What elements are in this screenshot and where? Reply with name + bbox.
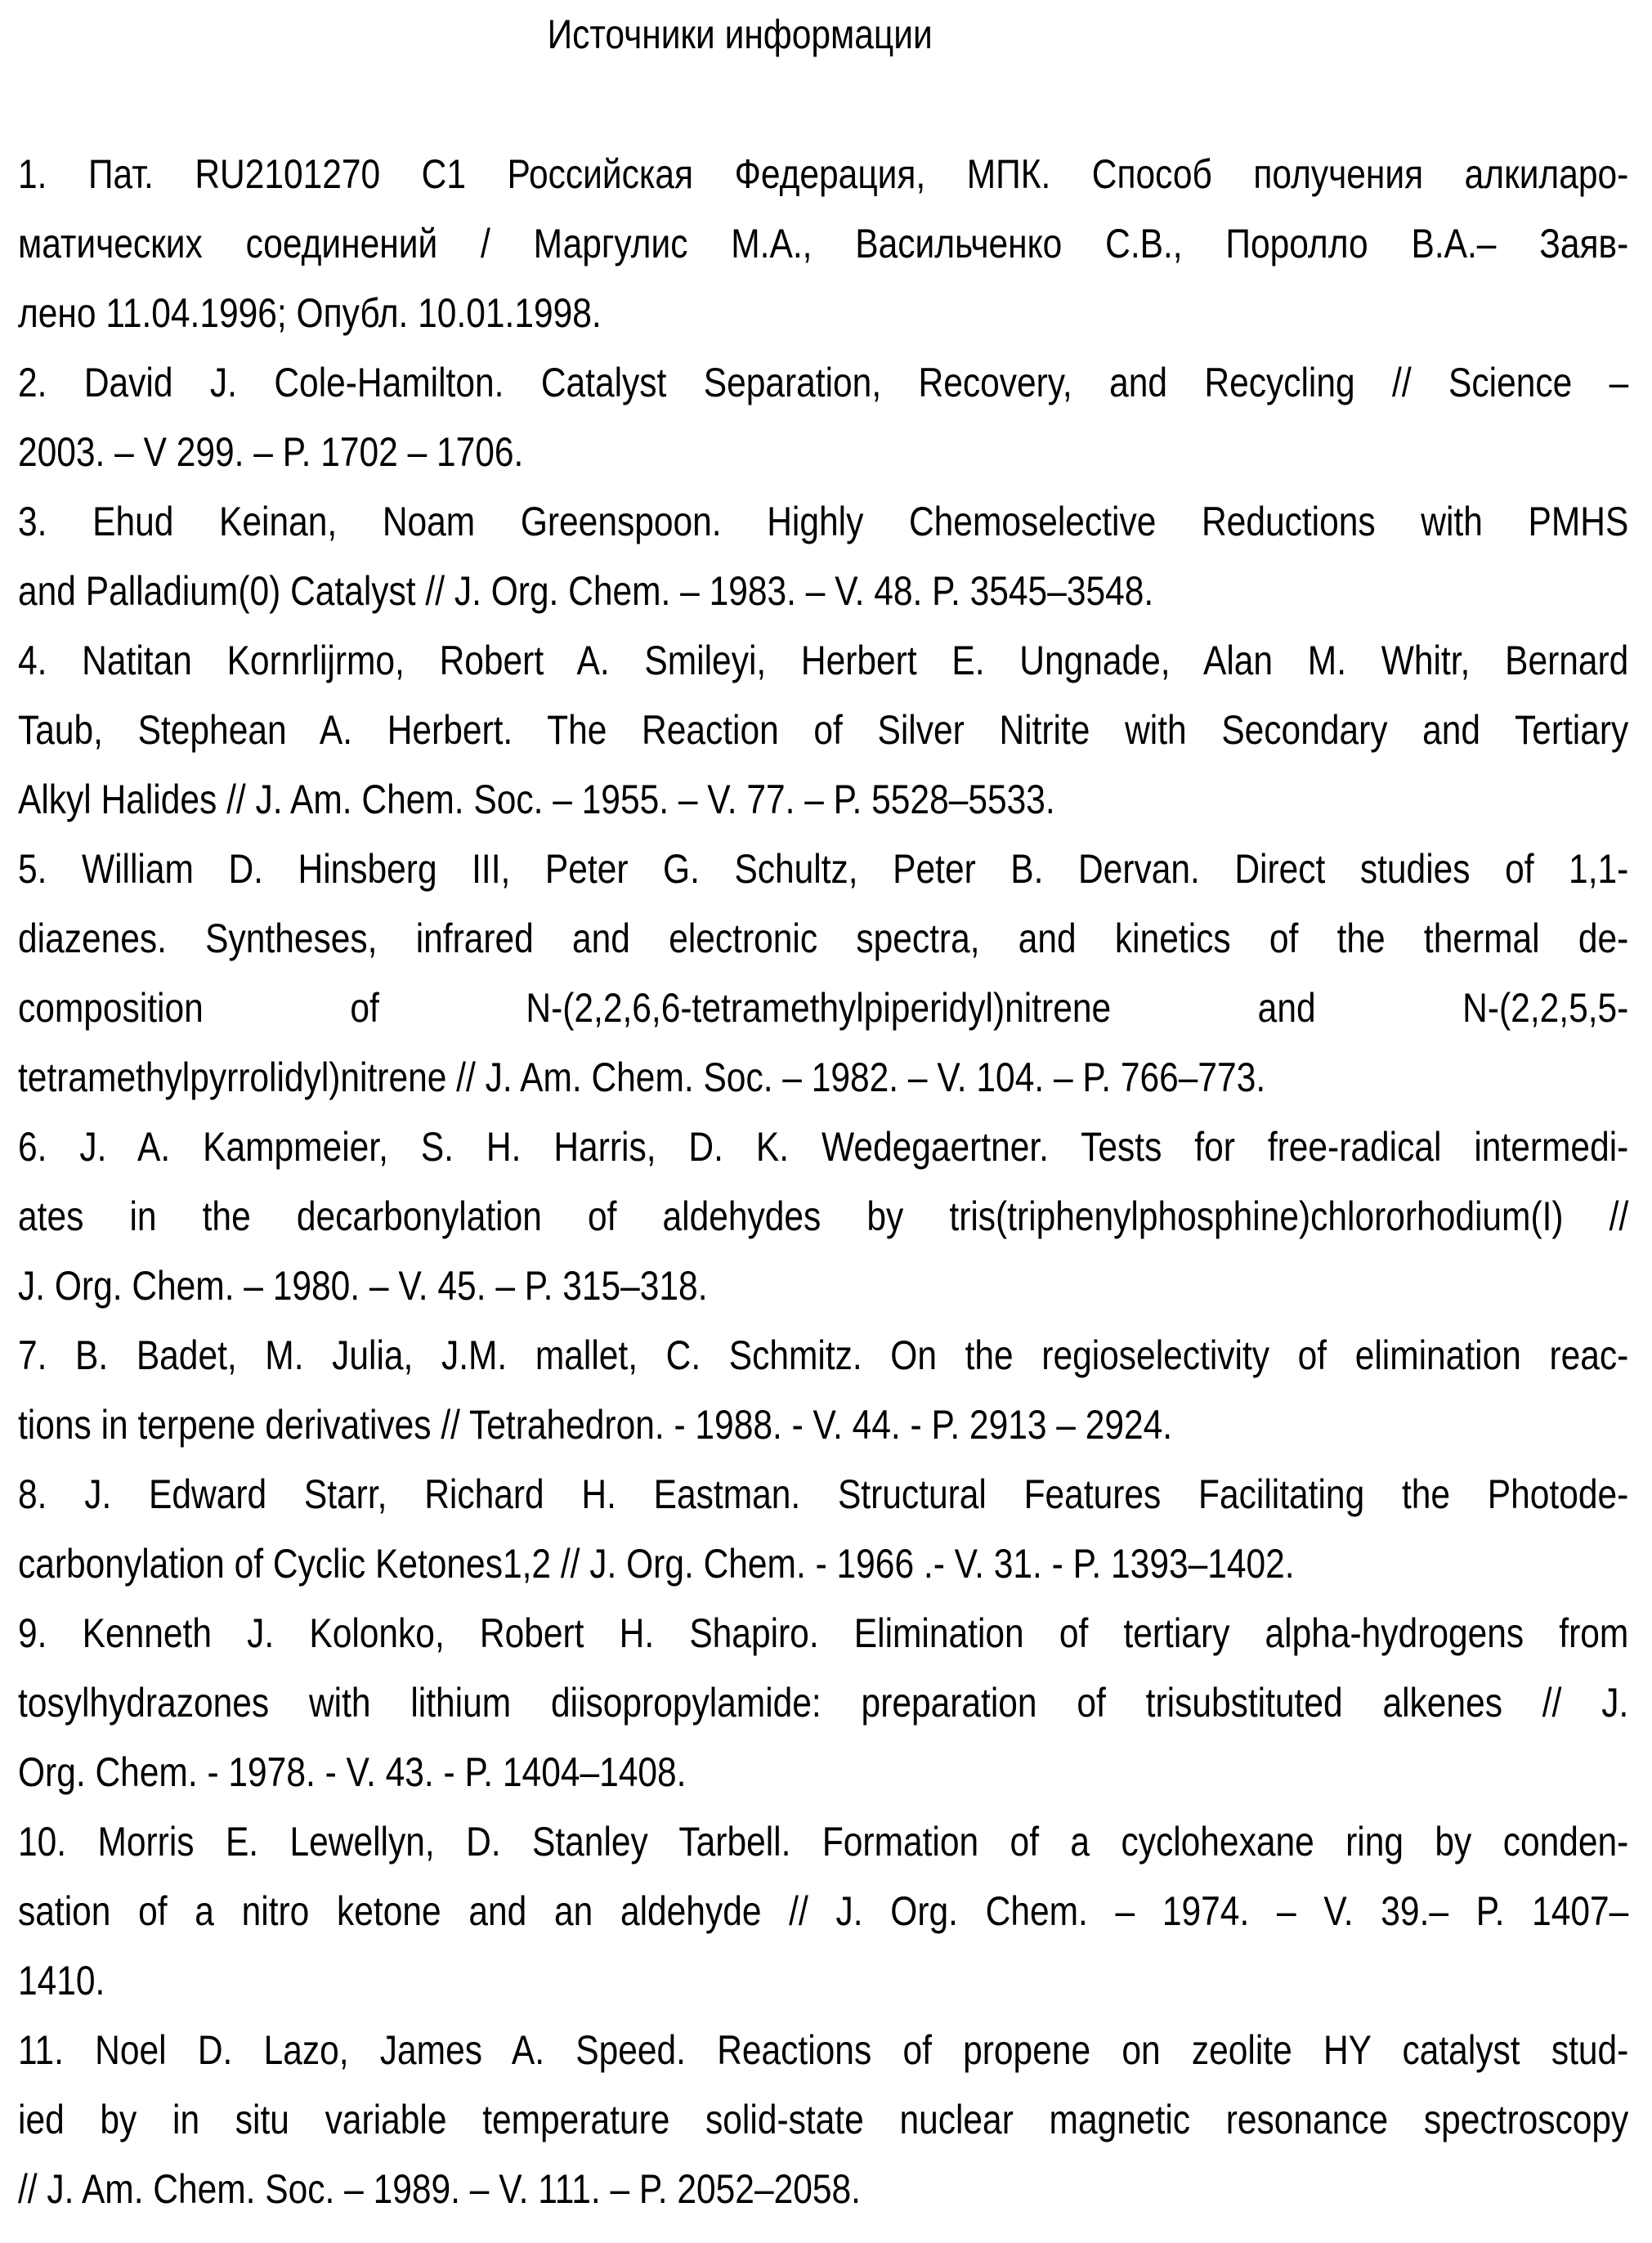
reference-entry-8 <box>18 1460 1628 1599</box>
reference-entry-11 <box>18 2016 1628 2224</box>
reference-entry-2 <box>18 348 1628 487</box>
reference-line: tosylhydrazones with lithium diisopropylamide: preparation of trisubstituted alkenes // J. <box>18 1680 1629 1726</box>
reference-line: 2003. – V 299. – P. 1702 – 1706. <box>18 429 524 475</box>
reference-line: J. Org. Chem. – 1980. – V. 45. – P. 315–318. <box>18 1263 708 1309</box>
reference-line: carbonylation of Cyclic Ketones1,2 // J. Org. Chem. - 1966 .- V. 31. - P. 1393–1402. <box>18 1541 1295 1587</box>
reference-line: // J. Am. Chem. Soc. – 1989. – V. 111. – P. 2052–2058. <box>18 2166 861 2212</box>
reference-line: 6. J. A. Kampmeier, S. H. Harris, D. K. Wedegaertner. Tests for free-radical intermedi- <box>18 1124 1629 1170</box>
reference-line: 5. William D. Hinsberg III, Peter G. Schultz, Peter B. Dervan. Direct studies of 1,1- <box>18 846 1629 892</box>
reference-line: 2. David J. Cole-Hamilton. Catalyst Separation, Recovery, and Recycling // Science – <box>18 360 1629 405</box>
reference-line: Org. Chem. - 1978. - V. 43. - P. 1404–1408. <box>18 1749 687 1795</box>
reference-line: diazenes. Syntheses, infrared and electronic spectra, and kinetics of the thermal de- <box>18 916 1629 961</box>
reference-line: tions in terpene derivatives // Tetrahedron. - 1988. - V. 44. - P. 2913 – 2924. <box>18 1402 1173 1448</box>
reference-entry-1 <box>18 140 1628 348</box>
reference-entry-7 <box>18 1321 1628 1460</box>
reference-entry-3 <box>18 487 1628 626</box>
reference-entry-6 <box>18 1113 1628 1321</box>
reference-line: 11. Noel D. Lazo, James A. Speed. Reactions of propene on zeolite HY catalyst stud- <box>18 2027 1629 2073</box>
reference-line: Taub, Stephean A. Herbert. The Reaction of Silver Nitrite with Secondary and Tertiary <box>18 707 1629 753</box>
reference-line: 7. B. Badet, M. Julia, J.M. mallet, C. Schmitz. On the regioselectivity of elimination reac- <box>18 1332 1629 1378</box>
reference-entry-5 <box>18 835 1628 1113</box>
reference-line: 1. Пат. RU2101270 С1 Российская Федерация, МПК. Способ получения алкиларо- <box>18 151 1629 197</box>
reference-line: 1410. <box>18 1958 105 2003</box>
page-title: Источники информации <box>547 11 933 57</box>
reference-line: матических соединений / Маргулис М.А., Васильченко С.В., Поролло В.А.– Заяв- <box>18 221 1629 266</box>
reference-line: sation of a nitro ketone and an aldehyde // J. Org. Chem. – 1974. – V. 39.– P. 1407– <box>18 1888 1629 1934</box>
reference-line: 10. Morris E. Lewellyn, D. Stanley Tarbell. Formation of a cyclohexane ring by conden- <box>18 1819 1629 1865</box>
reference-line: 9. Kenneth J. Kolonko, Robert H. Shapiro. Elimination of tertiary alpha-hydrogens from <box>18 1610 1629 1656</box>
reference-line: composition of N-(2,2,6,6-tetramethylpiperidyl)nitrene and N-(2,2,5,5- <box>18 985 1629 1031</box>
reference-line: лено 11.04.1996; Опубл. 10.01.1998. <box>18 290 602 336</box>
reference-line: tetramethylpyrrolidyl)nitrene // J. Am. Chem. Soc. – 1982. – V. 104. – P. 766–773. <box>18 1054 1266 1100</box>
reference-line: 4. Natitan Kornrlijrmo, Robert A. Smileyi, Herbert E. Ungnade, Alan M. Whitr, Bernard <box>18 638 1629 683</box>
reference-line: ates in the decarbonylation of aldehydes by tris(triphenylphosphine)chlororhodium(I) // <box>18 1193 1629 1239</box>
reference-line: 8. J. Edward Starr, Richard H. Eastman. Structural Features Facilitating the Photode- <box>18 1471 1629 1517</box>
reference-entry-10 <box>18 1807 1628 2016</box>
references-section <box>18 0 1628 2224</box>
reference-line: and Palladium(0) Catalyst // J. Org. Chem. – 1983. – V. 48. P. 3545–3548. <box>18 568 1154 614</box>
reference-entry-4 <box>18 626 1628 835</box>
reference-line: 3. Ehud Keinan, Noam Greenspoon. Highly Chemoselective Reductions with PMHS <box>18 499 1629 544</box>
reference-line: ied by in situ variable temperature solid-state nuclear magnetic resonance spectroscopy <box>18 2097 1629 2142</box>
reference-line: Alkyl Halides // J. Am. Chem. Soc. – 1955. – V. 77. – P. 5528–5533. <box>18 777 1055 822</box>
reference-entry-9 <box>18 1599 1628 1807</box>
